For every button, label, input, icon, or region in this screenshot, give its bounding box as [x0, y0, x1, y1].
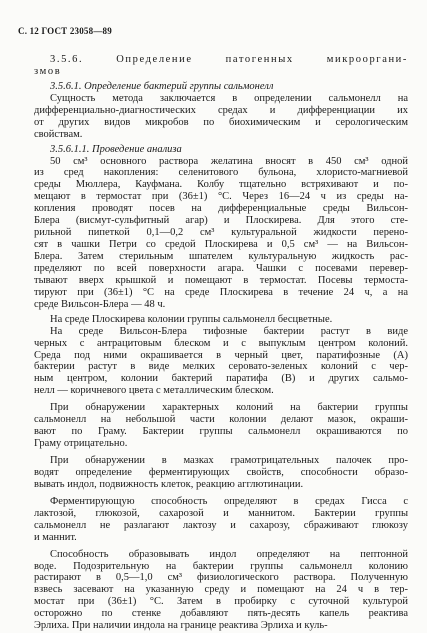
- text-line: среды Мюллера, Кауфмана. Колбу тщательно встряхивают и по-: [34, 179, 408, 191]
- text-line: мостат при (36±1) °С. Затем в пробирку с суточной культурой: [34, 596, 408, 608]
- text-line: растирают в 0,5—1,0 см³ физиологического раствора. Полученную: [34, 572, 408, 584]
- text-line: Блера. Затем стерильным шпателем культуральную жидкость рас-: [34, 251, 408, 262]
- text-line: бактерии растут в виде мелких серовато-зеленых колоний с чер-: [34, 361, 408, 373]
- text-line: и маннит.: [34, 531, 77, 543]
- paragraph-p3: [34, 93, 408, 141]
- paragraph-p10: [34, 496, 408, 544]
- text-line: сальмонелл не разлагают лактозу и сахарозу, сбраживают глюкозу: [34, 519, 408, 531]
- paragraph-p8: [34, 402, 408, 450]
- text-line: воде. Подозрительную на бактерии группы сальмонелл колонию: [34, 560, 408, 572]
- text-line: вывать индол, подвижность клеток, реакцию агглютинации.: [34, 478, 304, 490]
- text-line: 3.5.6. Определение патогенных микрооргани-: [50, 54, 408, 65]
- text-line: Эрлиха. При наличии индола на границе реактива Эрлиха и куль-: [34, 620, 328, 632]
- text-line: лактозой, глюкозой, сахарозой и маннитом. Бактерии группы: [34, 507, 408, 519]
- text-line: вают по Граму. Бактерии группы сальмонелл окрашиваются по: [34, 426, 408, 438]
- text-line: водят определение ферментирующих свойств, способности образо-: [34, 466, 408, 478]
- paragraph-p2: [34, 81, 408, 93]
- text-line: Способность образовывать индол определяют на пептонной: [50, 548, 408, 560]
- paragraph-p4: [34, 144, 408, 156]
- page-header: С. 12 ГОСТ 23058—89: [18, 26, 112, 36]
- text-line: Среда под ними окрашивается в черный цвет, паратифозные (А): [34, 349, 408, 361]
- text-line: При обнаружении в мазках грамотрицательных палочек про-: [50, 455, 408, 466]
- text-line: сят в чашки Петри со средой Плоскирева и 0,5 см³ — на Вильсон-: [34, 239, 408, 251]
- paragraph-p6: [34, 314, 408, 326]
- text-line: сальмонелл на небольшой части колонии делают мазок, окраши-: [34, 414, 408, 426]
- text-line: мещают в термостат при (36±1) °С. Через 16—24 ч из среды на-: [34, 191, 408, 203]
- paragraph-p11: [34, 549, 408, 633]
- text-line: На среде Вильсон-Блера тифозные бактерии растут в виде: [50, 325, 408, 337]
- text-line: свойствам.: [34, 128, 83, 140]
- text-line: ным центром, колонии бактерий паратифа (В) и других сальмо-: [34, 373, 408, 385]
- text-line: черных с антрацитовым блеском и с выпуклым центром колоний.: [34, 337, 408, 349]
- text-line: пределяют по всей поверхности агара. Чашки с посевами перевер-: [34, 262, 408, 274]
- text-line: осторожно по стенке добавляют пять-десять капель реактива: [34, 608, 408, 620]
- text-line: 3.5.6.1. Определение бактерий группы сальмонелл: [50, 80, 274, 92]
- text-line: Сущность метода заключается в определении сальмонелл на: [50, 92, 408, 104]
- text-line: копления проводят посев на дифференциальные среды Вильсон-: [34, 203, 408, 215]
- text-line: рильной пипеткой 0,1—0,2 см³ культуральной жидкости перено-: [34, 227, 408, 239]
- text-line: 50 см³ основного раствора желатина вносят в 450 см³ одной: [50, 155, 408, 167]
- text-line: тируют при (36±1) °С на среде Плоскирева в течение 24 ч, а на: [34, 286, 408, 298]
- text-line: дифференциально-диагностических средах и дифференциации их: [34, 104, 408, 116]
- text-line: На среде Плоскирева колонии группы сальмонелл бесцветные.: [50, 313, 333, 325]
- text-line: от других видов микробов по биохимическим и серологическим: [34, 116, 408, 128]
- document-body: [34, 54, 408, 632]
- text-line: тывают вверх крышкой и помещают в термостат. Посевы термоста-: [34, 274, 408, 286]
- paragraph-p5: [34, 156, 408, 311]
- text-line: Блера (висмут-сульфитный агар) и Плоскирева. Для этого сте-: [34, 215, 408, 227]
- text-line: взвесь засевают на указанную среду и помещают на 24 ч в тер-: [34, 584, 408, 596]
- paragraph-p1: [34, 54, 408, 78]
- paragraph-p7: [34, 326, 408, 398]
- text-line: 3.5.6.1.1. Проведение анализа: [50, 143, 182, 155]
- text-line: среде Вильсон-Блера — 48 ч.: [34, 298, 166, 310]
- text-line: При обнаружении характерных колоний на бактерии группы: [50, 402, 408, 414]
- text-line: змов: [34, 65, 62, 77]
- text-line: Ферментирующую способность определяют в средах Гисса с: [50, 495, 408, 507]
- text-line: нелл — коричневого цвета с металлическим блеском.: [34, 385, 274, 397]
- paragraph-p9: [34, 455, 408, 491]
- text-line: Граму отрицательно.: [34, 438, 128, 450]
- text-line: из сред накопления: селенитового бульона, хлористо-магниевой: [34, 167, 408, 179]
